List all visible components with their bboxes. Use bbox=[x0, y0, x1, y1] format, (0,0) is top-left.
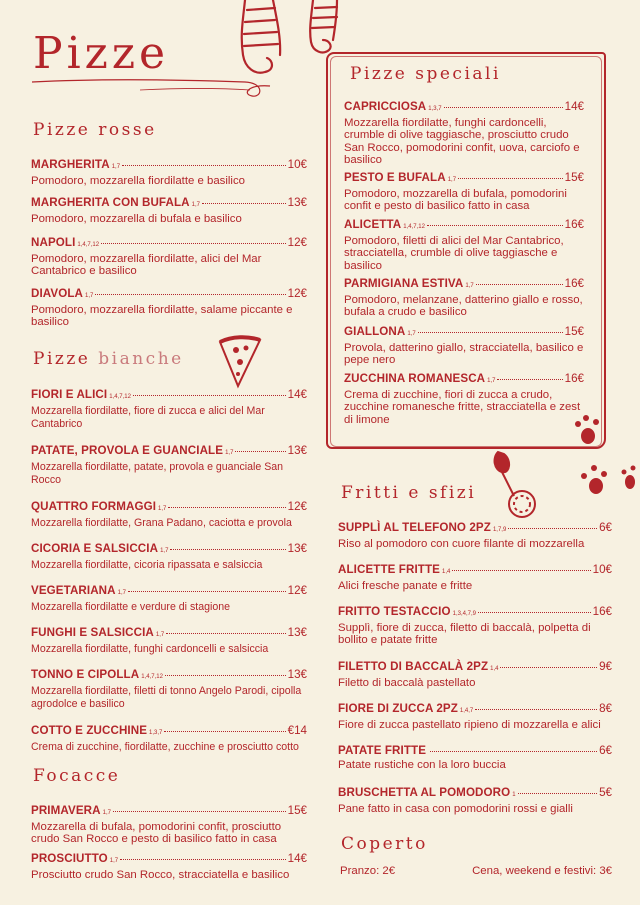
item-allergens: 1,3,7 bbox=[428, 106, 442, 112]
item-name: PROSCIUTTO bbox=[31, 852, 108, 865]
item-price: 16€ bbox=[564, 218, 584, 231]
leader-dots bbox=[497, 379, 562, 380]
leader-dots bbox=[235, 451, 285, 452]
menu-item bbox=[31, 287, 307, 329]
item-price: 14€ bbox=[564, 100, 584, 113]
item-description: Pane fatto in casa con pomodorini rossi e gialli bbox=[338, 803, 573, 815]
item-price: 13€ bbox=[287, 196, 307, 209]
item-price: 16€ bbox=[564, 277, 584, 290]
item-price: 13€ bbox=[287, 444, 307, 457]
item-price: 8€ bbox=[599, 702, 612, 715]
item-allergens: 1 bbox=[512, 792, 516, 798]
item-allergens: 1,7 bbox=[155, 632, 165, 638]
item-name: BRUSCHETTA AL POMODORO bbox=[338, 786, 511, 799]
leader-dots bbox=[452, 570, 590, 571]
item-price: 16€ bbox=[592, 605, 612, 618]
item-allergens: 1,7 bbox=[447, 177, 457, 183]
leader-dots bbox=[133, 395, 286, 396]
leader-dots bbox=[164, 731, 285, 732]
menu-item bbox=[338, 744, 612, 771]
item-description: Pomodoro, mozzarella fiordilatte, salame piccante e basilico bbox=[31, 304, 293, 329]
menu-item bbox=[31, 626, 307, 656]
item-description: Pomodoro, filetti di alici del Mar Cantabrico, stracciatella, crumble di olive taggiasche e basilico bbox=[344, 235, 564, 272]
menu-item bbox=[31, 158, 307, 187]
item-description: Pomodoro, mozzarella fiordilatte, alici del Mar Cantabrico e basilico bbox=[31, 253, 262, 278]
item-name: PRIMAVERA bbox=[31, 804, 101, 817]
item-allergens: 1,4,7,12 bbox=[77, 242, 100, 248]
item-name: DIAVOLA bbox=[31, 287, 84, 300]
item-allergens: 1,7 bbox=[160, 548, 169, 554]
item-allergens: 1,7 bbox=[109, 858, 119, 864]
item-allergens: 1,4,7,12 bbox=[109, 394, 131, 400]
item-description: Pomodoro, mozzarella di bufala, pomodorini confit e pesto di basilico fatto in casa bbox=[344, 188, 567, 213]
item-allergens: 1,4 bbox=[441, 569, 451, 575]
leader-dots bbox=[101, 243, 286, 244]
leader-dots bbox=[476, 284, 563, 285]
item-allergens: 1,7 bbox=[158, 506, 167, 512]
item-name: PATATE, PROVOLA E GUANCIALE bbox=[31, 444, 224, 457]
item-description: Riso al pomodoro con cuore filante di mozzarella bbox=[338, 538, 585, 550]
section-title-speciali: Pizze speciali bbox=[346, 64, 505, 84]
item-name: FRITTO TESTACCIO bbox=[338, 605, 451, 618]
item-price: 10€ bbox=[592, 563, 612, 576]
item-description: Fiore di zucca pastellato ripieno di mozzarella e alici bbox=[338, 719, 601, 731]
item-price: 16€ bbox=[564, 372, 584, 385]
menu-item bbox=[31, 388, 307, 431]
menu-item bbox=[31, 804, 307, 846]
item-name: CAPRICCIOSA bbox=[344, 100, 427, 113]
item-price: 10€ bbox=[287, 158, 307, 171]
leader-dots bbox=[113, 811, 286, 812]
item-price: 14€ bbox=[287, 388, 307, 401]
item-price: 15€ bbox=[564, 325, 584, 338]
item-price: 6€ bbox=[599, 744, 612, 757]
item-allergens: 1,3,7 bbox=[149, 730, 163, 736]
coperto-pranzo: Pranzo: 2€ bbox=[340, 865, 396, 877]
item-name: ZUCCHINA ROMANESCA bbox=[344, 372, 486, 385]
item-description: Mozzarella di bufala, pomodorini confit, prosciutto crudo San Rocco e pesto di basilico fatto in casa bbox=[31, 821, 282, 846]
leader-dots bbox=[444, 107, 563, 108]
item-description: Mozzarella fiordilatte, funghi cardoncelli, crumble di olive taggiasche, prosciutto crudo San Rocco, pomodorini confit, uova, carciofo e basilico bbox=[344, 117, 580, 167]
section-title-coperto: Coperto bbox=[341, 834, 428, 854]
item-allergens: 1,7 bbox=[85, 293, 94, 299]
menu-item bbox=[31, 852, 307, 881]
section-title-bianche: Pizze bianche bbox=[33, 349, 184, 369]
item-allergens: 1,4,7 bbox=[459, 708, 474, 714]
leader-dots bbox=[165, 675, 286, 676]
leader-dots bbox=[168, 507, 285, 508]
item-description: Filetto di baccalà pastellato bbox=[338, 677, 476, 689]
item-description: Supplì, fiore di zucca, filetto di baccalà, polpetta di bollito e patate fritte bbox=[338, 622, 591, 647]
menu-item bbox=[344, 100, 584, 167]
item-description: Mozzarella fiordilatte, fiore di zucca e alici del Mar Cantabrico bbox=[31, 405, 265, 430]
item-price: €14 bbox=[287, 724, 307, 737]
item-price: 13€ bbox=[287, 542, 307, 555]
menu-item bbox=[338, 605, 612, 647]
leader-dots bbox=[166, 633, 285, 634]
menu-item bbox=[344, 277, 584, 319]
title-underline bbox=[30, 70, 280, 110]
item-description: Alici fresche panate e fritte bbox=[338, 580, 473, 592]
item-description: Pomodoro, mozzarella di bufala e basilico bbox=[31, 213, 242, 225]
item-allergens: 1,4,7,12 bbox=[403, 224, 425, 230]
item-price: 13€ bbox=[287, 668, 307, 681]
item-name: MARGHERITA bbox=[31, 158, 110, 171]
item-allergens: 1,7 bbox=[117, 590, 126, 596]
item-name: PESTO E BUFALA bbox=[344, 171, 446, 184]
menu-item bbox=[338, 702, 612, 731]
item-name: FIORI E ALICI bbox=[31, 388, 108, 401]
item-name: FUNGHI E SALSICCIA bbox=[31, 626, 154, 639]
menu-item bbox=[31, 236, 307, 278]
leader-dots bbox=[122, 165, 286, 166]
menu-item bbox=[31, 584, 307, 614]
menu-item bbox=[338, 786, 612, 815]
leader-dots bbox=[508, 528, 597, 529]
item-name: PARMIGIANA ESTIVA bbox=[344, 277, 464, 290]
item-description: Mozzarella fiordilatte, patate, provola e guanciale San Rocco bbox=[31, 461, 284, 486]
item-name: SUPPLÌ AL TELEFONO 2PZ bbox=[338, 521, 491, 534]
leader-dots bbox=[475, 709, 597, 710]
item-name: FIORE DI ZUCCA 2PZ bbox=[338, 702, 458, 715]
item-name: QUATTRO FORMAGGI bbox=[31, 500, 157, 513]
leader-dots bbox=[95, 294, 285, 295]
section-title-rosse: Pizze rosse bbox=[33, 120, 157, 140]
item-name: NAPOLI bbox=[31, 236, 76, 249]
pizza-peel-icon bbox=[488, 446, 548, 522]
item-price: 5€ bbox=[599, 786, 612, 799]
item-price: 12€ bbox=[287, 287, 307, 300]
item-allergens: 1,7 bbox=[487, 378, 496, 384]
leader-dots bbox=[128, 591, 286, 592]
item-description: Mozzarella fiordilatte, cicoria ripassata e salsiccia bbox=[31, 559, 263, 571]
menu-item bbox=[344, 218, 584, 272]
coperto-cena: Cena, weekend e festivi: 3€ bbox=[472, 865, 612, 877]
leader-dots bbox=[418, 332, 563, 333]
item-name: ALICETTA bbox=[344, 218, 402, 231]
item-allergens: 1,7 bbox=[465, 283, 474, 289]
menu-item bbox=[31, 444, 307, 487]
item-allergens: 1,7 bbox=[191, 202, 200, 208]
leader-dots bbox=[120, 859, 286, 860]
section-title-focacce: Focacce bbox=[33, 766, 121, 786]
item-price: 9€ bbox=[599, 660, 612, 673]
item-allergens: 1,7,9 bbox=[492, 527, 507, 533]
item-name: MARGHERITA CON BUFALA bbox=[31, 196, 190, 209]
item-description: Mozzarella fiordilatte, funghi cardoncelli e salsiccia bbox=[31, 643, 269, 655]
item-allergens: 1,4,7,12 bbox=[141, 674, 163, 680]
menu-item bbox=[31, 196, 307, 225]
leader-dots bbox=[430, 751, 597, 752]
item-name: VEGETARIANA bbox=[31, 584, 116, 597]
item-name: TONNO E CIPOLLA bbox=[31, 668, 140, 681]
item-description: Mozzarella fiordilatte, Grana Padano, caciotta e provola bbox=[31, 517, 292, 529]
menu-item bbox=[338, 660, 612, 689]
menu-item bbox=[338, 521, 612, 550]
item-description: Pomodoro, melanzane, datterino giallo e rosso, bufala a crudo e basilico bbox=[344, 294, 583, 319]
leader-dots bbox=[500, 667, 597, 668]
menu-item bbox=[31, 542, 307, 572]
section-title-fritti: Fritti e sfizi bbox=[341, 483, 477, 503]
leader-dots bbox=[170, 549, 285, 550]
item-price: 14€ bbox=[287, 852, 307, 865]
item-price: 13€ bbox=[287, 626, 307, 639]
leader-dots bbox=[427, 225, 563, 226]
item-description: Pomodoro, mozzarella fiordilatte e basilico bbox=[31, 175, 245, 187]
menu-item bbox=[344, 372, 584, 426]
item-price: 6€ bbox=[599, 521, 612, 534]
item-description: Mozzarella fiordilatte, filetti di tonno Angelo Parodi, cipolla agrodolce e basilico bbox=[31, 685, 302, 710]
item-description: Provola, datterino giallo, stracciatella, basilico e pepe nero bbox=[344, 342, 584, 367]
item-allergens: 1,7 bbox=[111, 164, 121, 170]
menu-item bbox=[31, 724, 307, 754]
menu-item bbox=[338, 563, 612, 592]
item-allergens: 1,4 bbox=[490, 666, 499, 672]
item-description: Crema di zucchine, fiordilatte, zucchine e prosciutto cotto bbox=[31, 741, 299, 753]
item-name: CICORIA E SALSICCIA bbox=[31, 542, 159, 555]
menu-item bbox=[344, 325, 584, 367]
menu-item bbox=[344, 171, 584, 213]
menu-item bbox=[31, 500, 307, 530]
item-allergens: 1,3,4,7,9 bbox=[452, 611, 476, 617]
leader-dots bbox=[202, 203, 286, 204]
item-description: Crema di zucchine, fiori di zucca a crudo, zucchine romanesche fritte, stracciatella e zest di limone bbox=[344, 389, 581, 426]
item-description: Patate rustiche con la loro buccia bbox=[338, 759, 506, 771]
item-price: 12€ bbox=[287, 584, 307, 597]
leader-dots bbox=[478, 612, 591, 613]
item-price: 15€ bbox=[287, 804, 307, 817]
pizza-slice-icon bbox=[216, 334, 264, 390]
page-title: Pizze bbox=[33, 28, 170, 79]
item-allergens: 1,7 bbox=[102, 810, 111, 816]
item-name: COTTO E ZUCCHINE bbox=[31, 724, 148, 737]
menu-item bbox=[31, 668, 307, 711]
item-price: 12€ bbox=[287, 236, 307, 249]
item-price: 15€ bbox=[564, 171, 584, 184]
item-allergens: 1,7 bbox=[225, 450, 234, 456]
item-name: FILETTO DI BACCALÀ 2PZ bbox=[338, 660, 489, 673]
item-name: ALICETTE FRITTE bbox=[338, 563, 440, 576]
item-price: 12€ bbox=[287, 500, 307, 513]
item-name: PATATE FRITTE bbox=[338, 744, 427, 757]
item-name: GIALLONA bbox=[344, 325, 406, 338]
leader-dots bbox=[458, 178, 563, 179]
leader-dots bbox=[518, 793, 598, 794]
item-allergens: 1,7 bbox=[407, 331, 416, 337]
item-description: Mozzarella fiordilatte e verdure di stagione bbox=[31, 601, 231, 613]
item-description: Prosciutto crudo San Rocco, stracciatella e basilico bbox=[31, 869, 290, 881]
